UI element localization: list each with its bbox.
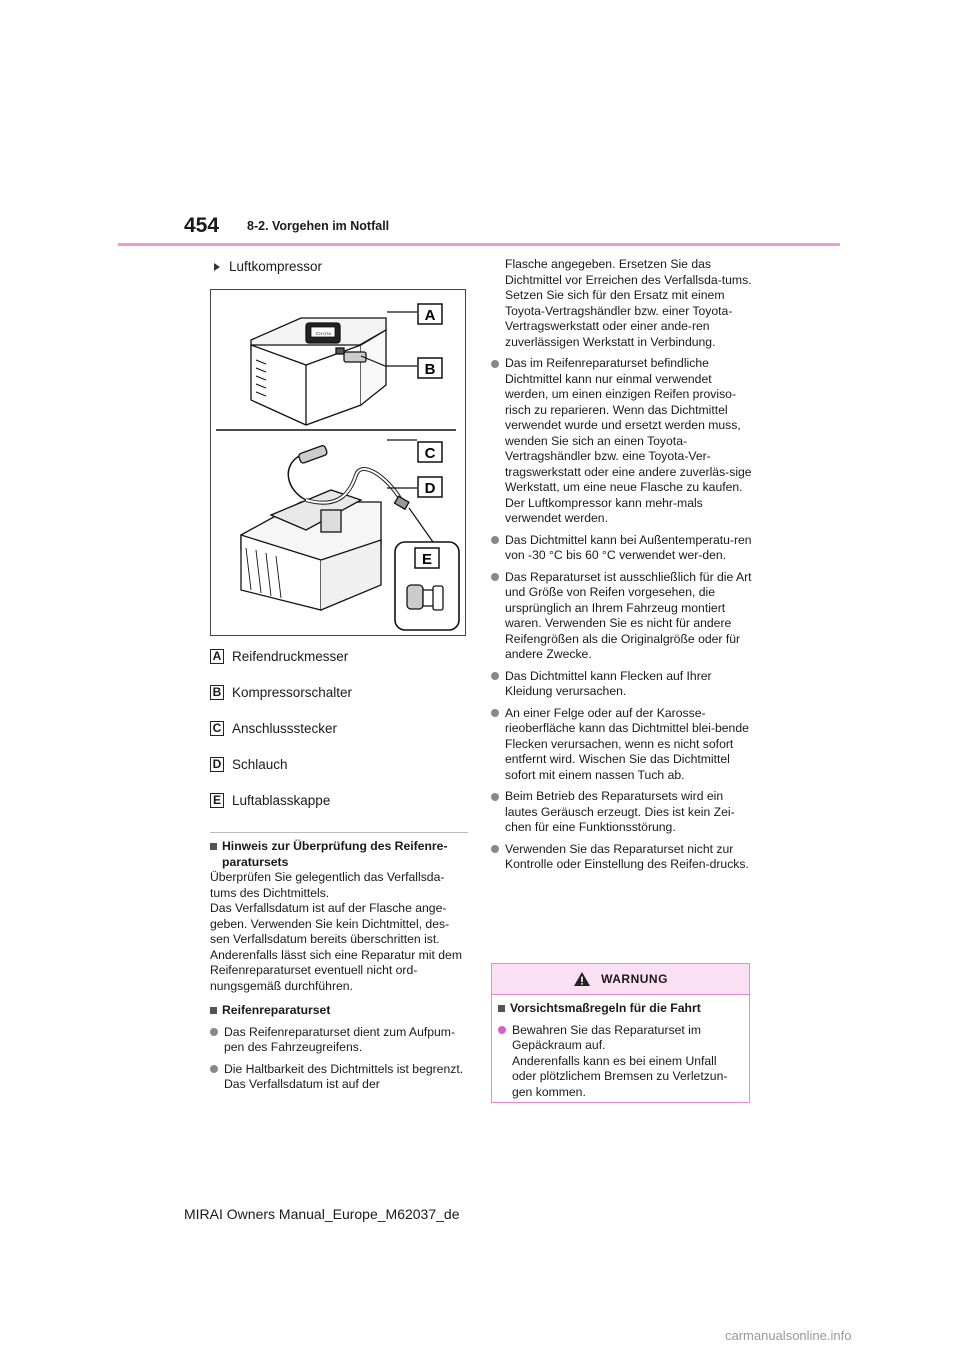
- notes-section: [210, 826, 468, 1093]
- left-column: [210, 257, 470, 275]
- section-title: 8-2. Vorgehen im Notfall: [247, 219, 390, 233]
- hint-heading: [210, 839, 468, 870]
- kit-bullet: [491, 669, 753, 700]
- warning-title: WARNUNG: [601, 972, 668, 986]
- page-number: 454: [184, 214, 220, 237]
- kit-bullet-text: An einer Felge oder auf der Karosse-rieoberfläche kann das Dichtmittel blei-bende Flecken verursachen, wenn es nicht sofort entfernt wird. Wischen Sie das Dichtmittel sofort mit einem nassen Tuch ab.: [505, 705, 749, 782]
- kit-bullet-text: Das im Reifenreparaturset befindliche Dichtmittel kann nur einmal verwendet werden, um einen einzigen Reifen proviso-risch zu reparieren. Wenn das Dichtmittel verwendet wurde und ersetzt werden muss, wenden Sie sich an einen Toyota-Vertragshändler bzw. eine Toyota-Ver-tragswerkstatt oder eine andere zuverläs-sige Werkstatt, um eine neue Flasche zu kaufen. Der Luftkompressor kann mehr-mals verwendet werden.: [505, 356, 752, 525]
- figure-heading: [210, 259, 470, 275]
- right-column: [491, 257, 753, 873]
- legend-text: Luftablasskappe: [232, 792, 331, 808]
- kit-bullet-text: Das Dichtmittel kann Flecken auf Ihrer Kleidung verursachen.: [505, 668, 712, 698]
- legend-text: Kompressorschalter: [232, 684, 353, 700]
- dot-bullet-icon: [210, 1028, 218, 1036]
- legend-letter: B: [210, 685, 224, 700]
- square-bullet-icon: [210, 843, 217, 850]
- dot-bullet-icon: [491, 793, 499, 801]
- kit-bullet-text: Verwenden Sie das Reparaturset nicht zur Kontrolle oder Einstellung des Reifen-drucks.: [505, 841, 749, 871]
- kit-bullet: [210, 1062, 468, 1093]
- warning-bullet: [498, 1023, 743, 1101]
- warning-bullet-line: Anderenfalls kann es bei einem Unfall oder plötzlichem Bremsen zu Verletzun-gen kommen.: [512, 1053, 728, 1099]
- legend-text: Schlauch: [232, 756, 288, 772]
- callout-e: E: [421, 551, 433, 568]
- kit-heading: [210, 1003, 468, 1019]
- footer-manual-title: MIRAI Owners Manual_Europe_M62037_de: [184, 1206, 460, 1222]
- header-rule: [118, 243, 840, 246]
- kit-bullet-text: Die Haltbarkeit des Dichtmittels ist begrenzt. Das Verfallsdatum ist auf der: [224, 1061, 464, 1091]
- warning-box: [491, 963, 750, 1103]
- compressor-top-view: [251, 312, 417, 425]
- callout-a: A: [424, 307, 436, 324]
- legend-item: [210, 683, 352, 701]
- kit-title: Reifenreparaturset: [222, 1003, 331, 1017]
- warning-body: [492, 995, 749, 1100]
- kit-bullet-text: Beim Betrieb des Reparatursets wird ein lautes Geräusch erzeugt. Dies ist kein Zei-chen für eine Funktionsstörung.: [505, 789, 735, 834]
- triangle-bullet-icon: [214, 263, 220, 271]
- legend-item: [210, 791, 352, 809]
- figure-heading-text: Luftkompressor: [229, 259, 323, 274]
- dot-bullet-icon: [491, 672, 499, 680]
- legend-list: [210, 647, 352, 827]
- kit-bullet: [210, 1025, 468, 1056]
- hint-paragraph: Überprüfen Sie gelegentlich das Verfallsda-tums des Dichtmittels.: [210, 870, 445, 900]
- square-bullet-icon: [498, 1005, 505, 1012]
- legend-letter: A: [210, 649, 224, 664]
- warning-triangle-icon: [573, 971, 591, 987]
- notes-rule: [210, 832, 468, 833]
- compressor-brand-label: TOYOTA: [314, 331, 332, 336]
- hint-paragraph: Das Verfallsdatum ist auf der Flasche ange-geben. Verwenden Sie kein Dichtmittel, des-sen Verfallsdatum bereits überschritten ist. Anderenfalls lässt sich eine Reparatur mit dem Reifenreparaturset eventuell nicht ord-nungsgemäß durchführen.: [210, 901, 462, 993]
- warning-heading-text: Vorsichtsmaßregeln für die Fahrt: [510, 1001, 701, 1015]
- kit-bullet: [491, 570, 753, 663]
- dot-bullet-icon: [491, 536, 499, 544]
- dot-bullet-icon: [498, 1026, 506, 1034]
- kit-bullet: [491, 789, 753, 836]
- callout-d: D: [424, 480, 436, 497]
- warning-heading: [498, 1001, 743, 1017]
- callout-c: C: [424, 445, 436, 462]
- legend-item: [210, 755, 352, 773]
- legend-letter: C: [210, 721, 224, 736]
- kit-bullet: [491, 356, 753, 527]
- legend-text: Anschlussstecker: [232, 720, 338, 736]
- kit-bullet: [491, 533, 753, 564]
- callout-b: B: [424, 361, 436, 378]
- dot-bullet-icon: [491, 573, 499, 581]
- continued-paragraph: Flasche angegeben. Ersetzen Sie das Dichtmittel vor Erreichen des Verfallsda-tums. Setzen Sie sich für den Ersatz mit einem Toyota-Vertragshändler bzw. einer Toyota-Vertragswerkstatt oder einer ande-ren zuverlässigen Werkstatt in Verbindung.: [505, 257, 752, 349]
- compressor-open-view: [241, 440, 459, 630]
- hint-title: Hinweis zur Überprüfung des Reifenre-paratursets: [222, 839, 448, 869]
- kit-bullet-text: Das Dichtmittel kann bei Außentemperatu-ren von -30 °C bis 60 °C verwendet wer-den.: [505, 532, 752, 562]
- callout-labels: [415, 304, 442, 568]
- dot-bullet-icon: [491, 709, 499, 717]
- dot-bullet-icon: [491, 360, 499, 368]
- kit-bullet: [491, 706, 753, 784]
- kit-bullet-text: Das Reparaturset ist ausschließlich für die Art und Größe von Reifen vorgesehen, die ursprünglich an Ihrem Fahrzeug montiert waren. Verwenden Sie es nicht für andere Reifengrößen als die Originalgröße oder für andere Zwecke.: [505, 569, 752, 661]
- dot-bullet-icon: [210, 1065, 218, 1073]
- warning-bullet-line: Bewahren Sie das Reparaturset im Gepäckraum auf.: [512, 1022, 702, 1052]
- dot-bullet-icon: [491, 845, 499, 853]
- legend-item: [210, 719, 352, 737]
- legend-text: Reifendruckmesser: [232, 648, 349, 664]
- kit-bullet: [491, 842, 753, 873]
- legend-item: [210, 647, 352, 665]
- kit-bullet-text: Das Reifenreparaturset dient zum Aufpum-pen des Fahrzeugreifens.: [224, 1024, 455, 1054]
- compressor-illustration: [211, 290, 465, 635]
- legend-letter: D: [210, 757, 224, 772]
- warning-header: [492, 964, 749, 994]
- footer-watermark: carmanualsonline.info: [725, 1328, 852, 1343]
- compressor-figure: [210, 289, 466, 636]
- square-bullet-icon: [210, 1007, 217, 1014]
- legend-letter: E: [210, 793, 224, 808]
